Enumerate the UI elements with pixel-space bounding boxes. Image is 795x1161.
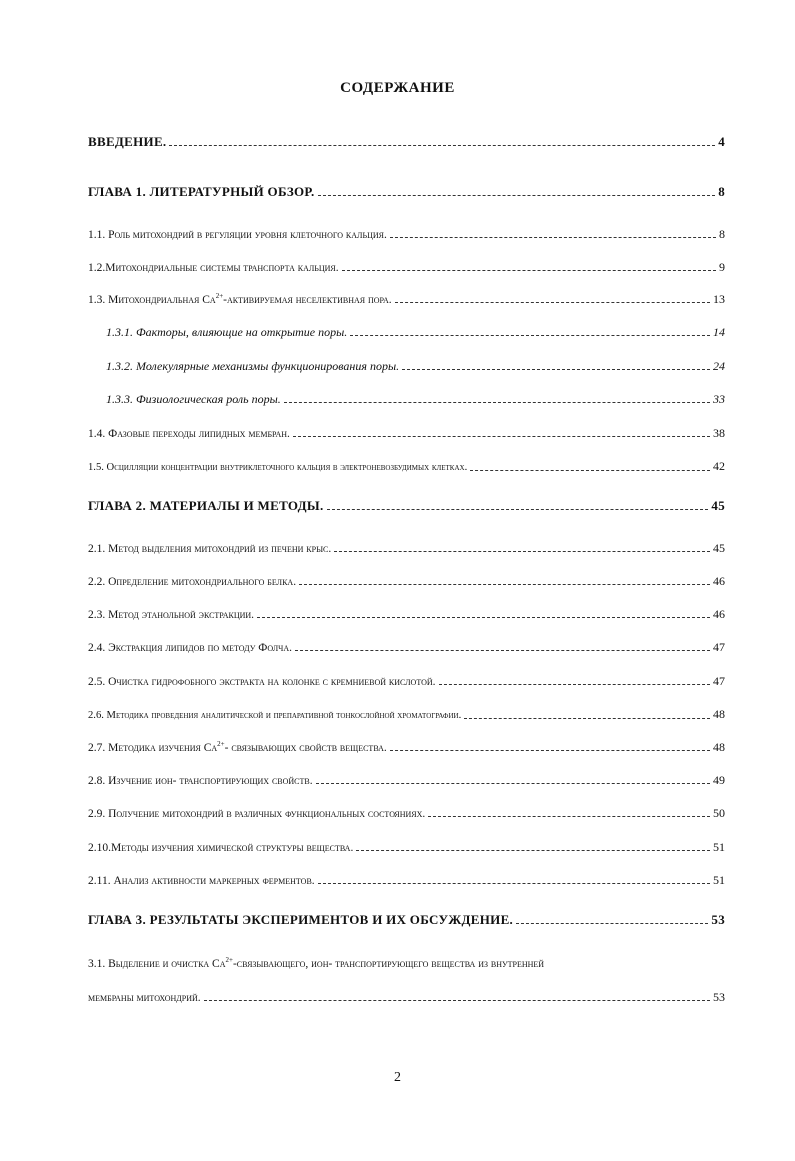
dot-leader bbox=[284, 402, 710, 403]
toc-entry-page: 4 bbox=[718, 134, 725, 149]
toc-entry-label-part: 3.1. Выделение и очистка Са bbox=[88, 958, 226, 970]
superscript: 2+ bbox=[215, 292, 224, 301]
dot-leader bbox=[390, 237, 716, 238]
toc-entry-label: 2.1. Метод выделения митохондрий из печени крыс. bbox=[88, 543, 332, 555]
toc-entry-page: 46 bbox=[713, 607, 725, 621]
toc-entry-label: 1.3.3. Физиологическая роль поры. bbox=[106, 392, 281, 406]
toc-entry-1-5[interactable] bbox=[88, 457, 725, 477]
toc-entry-1-3-1[interactable] bbox=[106, 323, 725, 341]
toc-entry-2-10[interactable] bbox=[88, 838, 725, 857]
toc-entry-page: 53 bbox=[713, 990, 725, 1004]
toc-entry-2-3[interactable] bbox=[88, 605, 725, 624]
toc-entry-page: 49 bbox=[713, 773, 725, 787]
toc-entry-label: 2.9. Получение митохондрий в различных функциональных состояниях. bbox=[88, 808, 426, 820]
dot-leader bbox=[295, 650, 710, 651]
dot-leader bbox=[439, 684, 710, 685]
toc-entry-label: 2.6. Методика проведения аналитической и препаративной тонкослойной хроматографии. bbox=[88, 710, 462, 721]
toc-entry-1-2[interactable] bbox=[88, 258, 725, 277]
toc-entry-label: ВВЕДЕНИЕ. bbox=[88, 134, 167, 149]
toc-entry-page: 51 bbox=[713, 873, 725, 887]
toc-entry-label: ГЛАВА 2. МАТЕРИАЛЫ И МЕТОДЫ. bbox=[88, 498, 324, 513]
toc-entry-2-4[interactable] bbox=[88, 638, 725, 657]
toc-entry-label: 2.8. Изучение ион- транспортирующих свойств. bbox=[88, 775, 313, 787]
dot-leader bbox=[390, 750, 710, 751]
dot-leader bbox=[318, 195, 716, 196]
toc-entry-page: 50 bbox=[713, 806, 725, 820]
toc-entry-page: 42 bbox=[713, 459, 725, 473]
toc-entry-introduction[interactable] bbox=[88, 133, 725, 151]
toc-entry-label bbox=[88, 739, 387, 757]
dot-leader bbox=[428, 816, 710, 817]
toc-entry-label-part: 1.3. Митохондриальная Са bbox=[88, 294, 216, 306]
toc-entry-1-3[interactable] bbox=[88, 290, 725, 309]
toc-entry-page: 14 bbox=[713, 325, 725, 339]
toc-entry-page: 51 bbox=[713, 840, 725, 854]
toc-entry-label: 2.11. Анализ активности маркерных ферментов. bbox=[88, 875, 315, 887]
dot-leader bbox=[464, 718, 710, 719]
toc-entry-label: мембраны митохондрий. bbox=[88, 992, 201, 1004]
dot-leader bbox=[327, 509, 709, 510]
toc-entry-1-3-3[interactable] bbox=[106, 390, 725, 408]
toc-entry-page: 8 bbox=[718, 184, 725, 199]
dot-leader bbox=[169, 145, 715, 146]
toc-entry-2-9[interactable] bbox=[88, 804, 725, 823]
toc-entry-2-2[interactable] bbox=[88, 572, 725, 591]
toc-entry-3-1-line-2[interactable] bbox=[88, 988, 725, 1007]
toc-entry-chapter-1[interactable] bbox=[88, 183, 725, 201]
toc-entry-2-8[interactable] bbox=[88, 771, 725, 790]
toc-entry-page: 48 bbox=[713, 707, 725, 721]
toc-entry-page: 45 bbox=[713, 541, 725, 555]
dot-leader bbox=[293, 436, 710, 437]
toc-entry-chapter-3[interactable] bbox=[88, 911, 725, 929]
dot-leader bbox=[334, 551, 710, 552]
toc-entry-1-1[interactable] bbox=[88, 225, 725, 244]
superscript: 2+ bbox=[217, 740, 225, 749]
toc-entry-page: 53 bbox=[711, 912, 725, 927]
toc-entry-label bbox=[88, 955, 544, 973]
dot-leader bbox=[316, 783, 710, 784]
toc-entry-2-11[interactable] bbox=[88, 871, 725, 890]
dot-leader bbox=[318, 883, 710, 884]
page-title: СОДЕРЖАНИЕ bbox=[340, 80, 455, 96]
dot-leader bbox=[257, 617, 710, 618]
toc-entry-page: 47 bbox=[713, 674, 725, 688]
toc-entry-label: 1.3.2. Молекулярные механизмы функционирования поры. bbox=[106, 359, 400, 373]
toc-entry-label-part: -связывающего, ион- транспортирующего вещества из внутренней bbox=[232, 958, 545, 970]
toc-entry-page: 47 bbox=[713, 640, 725, 654]
dot-leader bbox=[350, 335, 710, 336]
toc-entry-page: 8 bbox=[719, 227, 725, 241]
toc-entry-label: 2.4. Экстракция липидов по методу Фолча. bbox=[88, 642, 293, 654]
toc-entry-2-6[interactable] bbox=[88, 705, 725, 725]
toc-entry-page: 38 bbox=[713, 426, 725, 440]
toc-entry-page: 9 bbox=[719, 260, 725, 274]
toc-entry-label: 2.5. Очистка гидрофобного экстракта на колонке с кремниевой кислотой. bbox=[88, 676, 436, 688]
toc-entry-1-3-2[interactable] bbox=[106, 357, 725, 375]
page-number: 2 bbox=[394, 1070, 401, 1085]
toc-entry-page: 33 bbox=[713, 392, 725, 406]
toc-entry-2-1[interactable] bbox=[88, 539, 725, 558]
toc-entry-label: 2.2. Определение митохондриального белка. bbox=[88, 576, 297, 588]
dot-leader bbox=[402, 369, 710, 370]
toc-entry-label-part: 2.7. Методика изучения Са bbox=[88, 742, 218, 754]
dot-leader bbox=[342, 270, 716, 271]
toc-entry-label: ГЛАВА 1. ЛИТЕРАТУРНЫЙ ОБЗОР. bbox=[88, 184, 315, 199]
toc-entry-label bbox=[88, 291, 392, 309]
toc-entry-label: 2.10.Методы изучения химической структуры вещества. bbox=[88, 842, 354, 854]
toc-entry-chapter-2[interactable] bbox=[88, 497, 725, 515]
toc-entry-label: ГЛАВА 3. РЕЗУЛЬТАТЫ ЭКСПЕРИМЕНТОВ И ИХ ОБСУЖДЕНИЕ. bbox=[88, 912, 514, 927]
toc-entry-label-part: -активируемая неселективная пора. bbox=[223, 294, 392, 306]
dot-leader bbox=[516, 923, 708, 924]
dot-leader bbox=[356, 850, 710, 851]
toc-entry-page: 48 bbox=[713, 740, 725, 754]
toc-entry-label: 2.3. Метод этанольной экстракции. bbox=[88, 609, 255, 621]
toc-entry-page: 46 bbox=[713, 574, 725, 588]
toc-entry-label: 1.3.1. Факторы, влияющие на открытие поры. bbox=[106, 325, 348, 339]
toc-entry-label-part: - связывающих свойств вещества. bbox=[224, 742, 387, 754]
dot-leader bbox=[299, 584, 710, 585]
toc-entry-page: 13 bbox=[713, 292, 725, 306]
dot-leader bbox=[204, 1000, 710, 1001]
toc-entry-label: 1.2.Митохондриальные системы транспорта кальция. bbox=[88, 262, 339, 274]
dot-leader bbox=[395, 302, 710, 303]
toc-entry-2-5[interactable] bbox=[88, 672, 725, 691]
superscript: 2+ bbox=[225, 956, 233, 965]
toc-entry-1-4[interactable] bbox=[88, 424, 725, 443]
toc-entry-label: 1.5. Осцилляции концентрации внутриклеточного кальция в электроневозбудимых клетках. bbox=[88, 462, 468, 473]
toc-entry-label: 1.1. Роль митохондрий в регуляции уровня клеточного кальция. bbox=[88, 229, 387, 241]
toc-entry-3-1-line-1[interactable] bbox=[88, 955, 725, 973]
toc-entry-page: 24 bbox=[713, 359, 725, 373]
toc-entry-2-7[interactable] bbox=[88, 738, 725, 757]
dot-leader bbox=[470, 470, 710, 471]
toc-entry-page: 45 bbox=[711, 498, 725, 513]
toc-entry-label: 1.4. Фазовые переходы липидных мембран. bbox=[88, 428, 290, 440]
